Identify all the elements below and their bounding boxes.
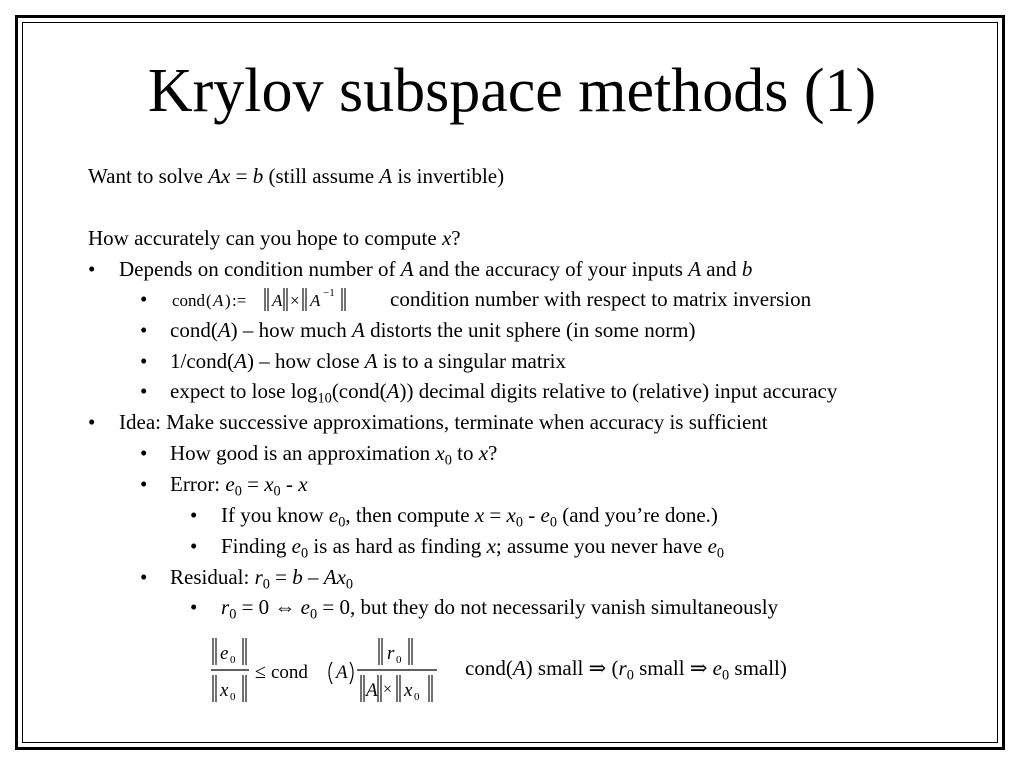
bullet-dot: • xyxy=(140,287,148,311)
ineq-cond: cond xyxy=(271,662,308,683)
numerator-r-sub: 0 xyxy=(396,654,402,666)
norm-Ainv: A xyxy=(310,291,321,310)
bullet-dot: • xyxy=(140,441,148,465)
bullet-condition-number: Depends on condition number of A and the accuracy of your inputs A and b xyxy=(119,257,753,281)
bullet-distortion: cond(A) – how much A distorts the unit sphere (in some norm) xyxy=(170,318,696,342)
error-bound-inequality xyxy=(205,632,445,708)
numerator-r: r xyxy=(387,643,395,664)
bullet-know-error: If you know $e_0$, then compute $x = x_0 - e_0$ (and you’re done.) xyxy=(221,503,718,531)
denominator-x: x xyxy=(220,680,229,701)
bullet-dot: • xyxy=(88,257,96,281)
inverse-exponent: −1 xyxy=(323,287,335,299)
cond-lparen: ( xyxy=(206,291,212,310)
assign-sign: := xyxy=(232,291,247,310)
ineq-cond-arg: A xyxy=(336,662,348,683)
numerator-e-sub: 0 xyxy=(230,654,236,666)
numerator-e: e xyxy=(220,643,229,664)
bullet-idea: Idea: Make successive approximations, terminate when accuracy is sufficient xyxy=(119,410,768,434)
times-sign: × xyxy=(290,291,300,310)
bullet-dot: • xyxy=(140,318,148,342)
cond-definition-formula xyxy=(170,283,370,317)
bullet-singularity: 1/cond(A) – how close A is to a singular matrix xyxy=(170,349,567,373)
bullet-approximation: How good is an approximation $x_0$ to x? xyxy=(170,441,498,469)
bullet-dot: • xyxy=(140,472,148,496)
slide-title: Krylov subspace methods (1) xyxy=(147,57,877,125)
cond-label: cond xyxy=(172,291,206,310)
bullet-dot: • xyxy=(190,595,198,619)
denominator-A: A xyxy=(366,680,378,701)
bullet-dot: • xyxy=(140,349,148,373)
cond-definition-text: condition number with respect to matrix inversion xyxy=(390,287,812,311)
bullet-dot: • xyxy=(140,565,148,589)
bullet-dot: • xyxy=(190,534,198,558)
bullet-error: Error: $e_0 = x_0 - x$ xyxy=(170,472,308,500)
norm-A: A xyxy=(272,291,283,310)
cond-rparen: ) xyxy=(225,291,231,310)
implication-line: cond(A) small ⇒ ($r_0$ small ⇒ $e_0$ small) xyxy=(465,656,787,684)
denominator-x2: x xyxy=(404,680,413,701)
bullet-dot: • xyxy=(140,379,148,403)
bullet-dot: • xyxy=(88,410,96,434)
bullet-finding-error: Finding $e_0$ is as hard as finding x; assume you never have $e_0$ xyxy=(221,534,725,562)
bullet-digits-lost: expect to lose $\log_{10}(cond(A))$ decimal digits relative to (relative) input accuracy xyxy=(170,379,838,407)
bullet-residual: Residual: $r_0 = b - Ax_0$ xyxy=(170,565,354,593)
leq-sign: ≤ xyxy=(255,661,266,683)
denominator-x-sub: 0 xyxy=(230,691,236,703)
denominator-times: × xyxy=(383,681,393,698)
denominator-x2-sub: 0 xyxy=(414,691,420,703)
intro-line: Want to solve Ax = b (still assume A is invertible) xyxy=(88,164,505,188)
bullet-dot: • xyxy=(190,503,198,527)
bullet-residual-zero: $r_0 = 0$ ⇔ $e_0 = 0$, but they do not necessarily vanish simultaneously xyxy=(221,595,779,623)
cond-arg: A xyxy=(213,291,224,310)
question-line: How accurately can you hope to compute x? xyxy=(88,226,461,250)
